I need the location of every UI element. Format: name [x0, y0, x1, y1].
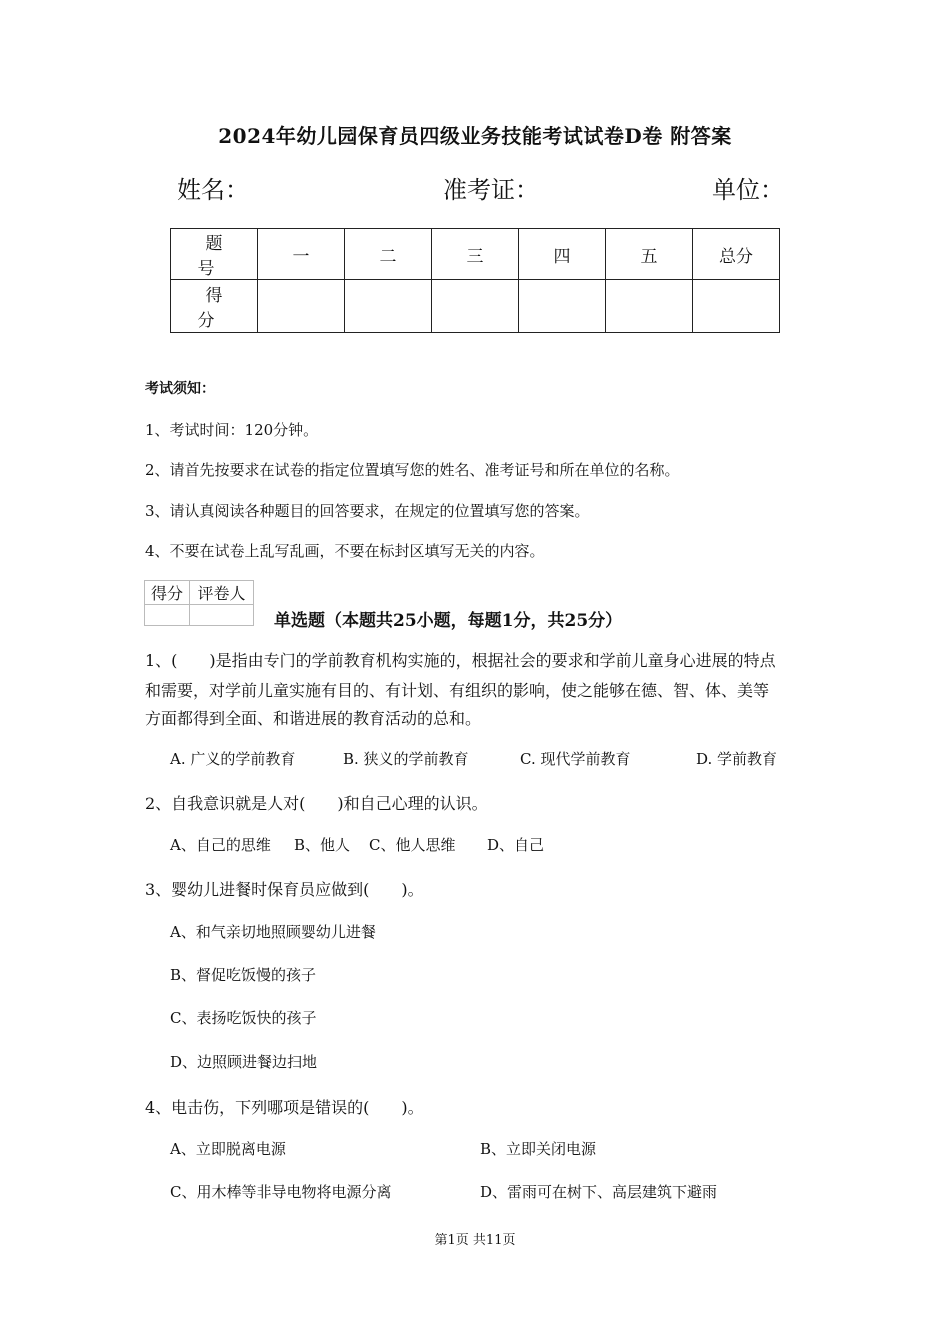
grader-score-cell: [145, 605, 190, 626]
question-1-option-d: D. 学前教育: [696, 750, 778, 768]
section-3-header: 三: [432, 229, 519, 280]
question-4-option-a: A、立即脱离电源: [170, 1140, 286, 1158]
exam-id-label: 准考证：: [443, 176, 539, 204]
score-table-header-row: [171, 229, 780, 280]
question-3-option-a: A、和气亲切地照顾婴幼儿进餐: [170, 923, 376, 941]
name-label: 姓名：: [177, 176, 249, 204]
grader-table: [144, 580, 254, 626]
section-4-header: 四: [519, 229, 606, 280]
score-table: [170, 228, 780, 333]
score-cell: [519, 280, 606, 333]
unit-label: 单位：: [712, 176, 784, 204]
score-cell: [693, 280, 780, 333]
question-2-text: 2、自我意识就是人对( )和自己心理的认识。: [145, 794, 488, 813]
question-3-option-b: B、督促吃饭慢的孩子: [170, 966, 317, 984]
grader-score-label: 得分: [145, 581, 190, 605]
question-2-option-a: A、自己的思维: [170, 836, 271, 854]
question-2-option-c: C、他人思维: [369, 836, 456, 854]
question-2-option-b: B、他人: [294, 836, 351, 854]
question-1-option-b: B. 狭义的学前教育: [343, 750, 469, 768]
question-3-option-c: C、表扬吃饭快的孩子: [170, 1009, 317, 1027]
question-3-text: 3、婴幼儿进餐时保育员应做到( )。: [145, 880, 424, 899]
question-2-option-d: D、自己: [487, 836, 545, 854]
question-4-text: 4、电击伤，下列哪项是错误的( )。: [145, 1098, 424, 1117]
question-1-line: 1、( )是指由专门的学前教育机构实施的，根据社会的要求和学前儿童身心进展的特点: [145, 651, 776, 670]
question-4-option-d: D、雷雨可在树下、高层建筑下避雨: [480, 1183, 718, 1201]
score-cell: [606, 280, 693, 333]
document-title: 2024年幼儿园保育员四级业务技能考试试卷D卷 附答案: [218, 124, 732, 148]
note-item: 2、请首先按要求在试卷的指定位置填写您的姓名、准考证号和所在单位的名称。: [145, 461, 680, 479]
section-5-header: 五: [606, 229, 693, 280]
question-4-option-b: B、立即关闭电源: [480, 1140, 597, 1158]
question-4-option-c: C、用木棒等非导电物将电源分离: [170, 1183, 392, 1201]
score-table-score-row: [171, 280, 780, 333]
grader-reviewer-label: 评卷人: [190, 581, 254, 605]
note-item: 4、不要在试卷上乱写乱画，不要在标封区填写无关的内容。: [145, 542, 545, 560]
notes-heading: 考试须知：: [145, 381, 215, 397]
page-footer: 第1页 共11页: [434, 1233, 516, 1248]
section-title: 单选题（本题共25小题，每题1分，共25分）: [274, 611, 623, 631]
score-cell: [345, 280, 432, 333]
total-header: 总分: [693, 229, 780, 280]
score-cell: [258, 280, 345, 333]
score-cell: [432, 280, 519, 333]
grader-reviewer-cell: [190, 605, 254, 626]
question-number-label: 题 号: [171, 229, 258, 280]
question-3-option-d: D、边照顾进餐边扫地: [170, 1053, 318, 1071]
section-2-header: 二: [345, 229, 432, 280]
question-1-option-a: A. 广义的学前教育: [170, 750, 296, 768]
question-1-line: 和需要，对学前儿童实施有目的、有计划、有组织的影响，使之能够在德、智、体、美等: [145, 681, 770, 700]
note-item: 3、请认真阅读各种题目的回答要求，在规定的位置填写您的答案。: [145, 502, 590, 520]
score-label: 得 分: [171, 280, 258, 333]
section-1-header: 一: [258, 229, 345, 280]
note-item: 1、考试时间：120分钟。: [145, 421, 319, 439]
question-1-line: 方面都得到全面、和谐进展的教育活动的总和。: [145, 709, 482, 728]
question-1-option-c: C. 现代学前教育: [520, 750, 631, 768]
